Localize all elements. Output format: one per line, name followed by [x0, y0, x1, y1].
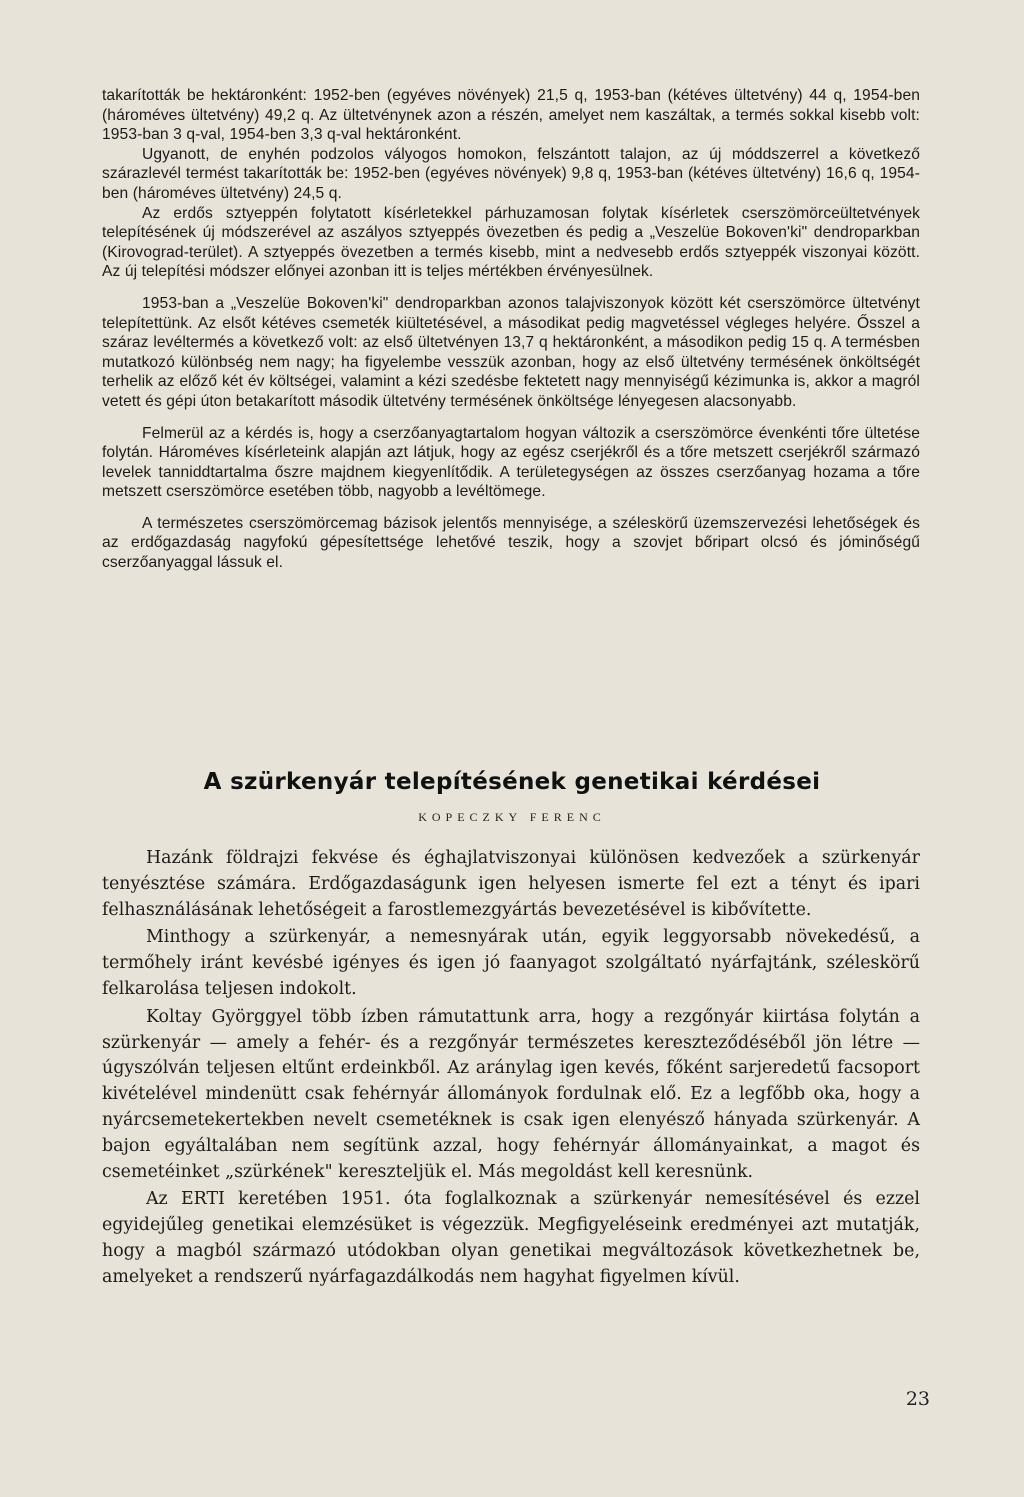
paragraph: A természetes cserszömörcemag bázisok jelentős mennyisége, a széleskörű üzemszervezési lehetőségek és az erdőgazdaság nagyfokú gépesítettsége lehetővé teszik, hogy a szovjet bőripart olcsó és jóminőségű cserzőanyaggal lássuk el. — [102, 514, 920, 572]
paragraph: Az erdős sztyeppén folytatott kísérletekkel párhuzamosan folytak kísérletek cserszömörceültetvények telepítésének új módszerével az aszályos sztyeppés övezetben és pedig a „Veszelüe Bokoven'ki" dendroparkban (Kirovograd-terület). A sztyeppés övezetben a termés kisebb, mint a nedvesebb erdős sztyeppék viszonyai között. Az új telepítési módszer előnyei azonban itt is teljes mértékben érvényesülnek. — [102, 204, 920, 281]
paragraph: 1953-ban a „Veszelüe Bokoven'ki" dendroparkban azonos talajviszonyok között két cserszömörce ültetvényt telepítettünk. Az elsőt kétéves csemeték kiültetésével, a másodikat pedig magvetéssel végleges helyére. Ősszel a száraz levéltermés a következő volt: az első ültetvényen 13,7 q hektáronként, a másodikon pedig 15 q. A termésben mutatkozó különbség nem nagy; ha figyelembe vesszük azonban, hogy az első ültetvény termésének önköltségét terhelik az előző két év költségei, valamint a kézi szedésbe fektetett nagy mennyiségű kézimunka is, akkor a magról vetett és gépi úton betakarított második ültetvény termésének önköltsége lényegesen alacsonyabb. — [102, 294, 920, 410]
paragraph: takarították be hektáronként: 1952-ben (egyéves növények) 21,5 q, 1953-ban (kétéves ültetvény) 44 q, 1954-ben (hároméves ültetvény) 49,2 q. Az ültetvénynek azon a részén, amelyet nem kaszáltak, a termés sokkal kisebb volt: 1953-ban 3 q-val, 1954-ben 3,3 q-val hektáronként. — [102, 87, 920, 144]
paragraph: Felmerül az a kérdés is, hogy a cserzőanyagtartalom hogyan változik a cserszömörce évenkénti tőre ültetése folytán. Hároméves kísérleteink alapján azt látjuk, hogy az egész cserjékről és a tőre metszett cserjékről származó levelek tanniddtartalma őszre majdnem kiegyenlítődik. A területegységen az összes cserzőanyag hozama a tőre metszett cserszömörce esetében több, nagyobb a levéltömege. — [102, 424, 920, 501]
paragraph: Koltay Györggyel több ízben rámutattunk arra, hogy a rezgőnyár kiirtása folytán a szürkenyár — amely a fehér- és a rezgőnyár természetes kereszteződéséből jön létre — úgyszólván teljesen eltűnt erdeinkből. Az aránylag igen kevés, főként sarjeredetű facsoport kivételével mindenütt csak fehérnyár állományok fordulnak elő. Ez a legfőbb oka, hogy a nyárcsemetekertekben nevelt csemetéknek is csak igen elenyésző hányada szürkenyár. A bajon egyáltalában nem segítünk azzal, hogy fehérnyár állományainkat, a magot és csemetéinket „szürkének" kereszteljük el. Más megoldást kell keresnünk. — [102, 1006, 920, 1182]
article-author: KOPECZKY FERENC — [418, 810, 606, 824]
paragraph: Hazánk földrajzi fekvése és éghajlatviszonyai különösen kedvezőek a szürkenyár tenyésztése számára. Erdőgazdaságunk igen helyesen ismerte fel ezt a tényt és ipari felhasználásának lehetőségeit a farostlemezgyártás bevezetésével is kibővítette. — [102, 848, 920, 920]
paragraph: Minthogy a szürkenyár, a nemesnyárak után, egyik leggyorsabb növekedésű, a termőhely iránt kevésbé igényes és igen jó faanyagot szolgáltató nyárfajtánk, széleskörű felkarolása teljesen indokolt. — [102, 927, 920, 999]
paragraph: Az ERTI keretében 1951. óta foglalkoznak a szürkenyár nemesítésével és ezzel egyidejűleg genetikai elemzésüket is végezzük. Megfigyeléseink eredményei azt mutatják, hogy a magból származó utódokban olyan genetikai megváltozások következhetnek be, amelyeket a rendszerű nyárfagazdálkodás nem hagyhat figyelmen kívül. — [102, 1189, 920, 1287]
continued-text — [102, 86, 920, 573]
article-body — [102, 846, 920, 1291]
page-number: 23 — [905, 1388, 930, 1410]
article-title: A szürkenyár telepítésének genetikai kérdései — [203, 769, 821, 795]
paragraph: Ugyanott, de enyhén podzolos vályogos homokon, felszántott talajon, az új móddszerrel a következő szárazlevél termést takarították be: 1952-ben (egyéves növények) 9,8 q, 1953-ban (kétéves ültetvény) 16,6 q, 1954-ben (hároméves ültetvény) 24,5 q. — [102, 145, 920, 202]
